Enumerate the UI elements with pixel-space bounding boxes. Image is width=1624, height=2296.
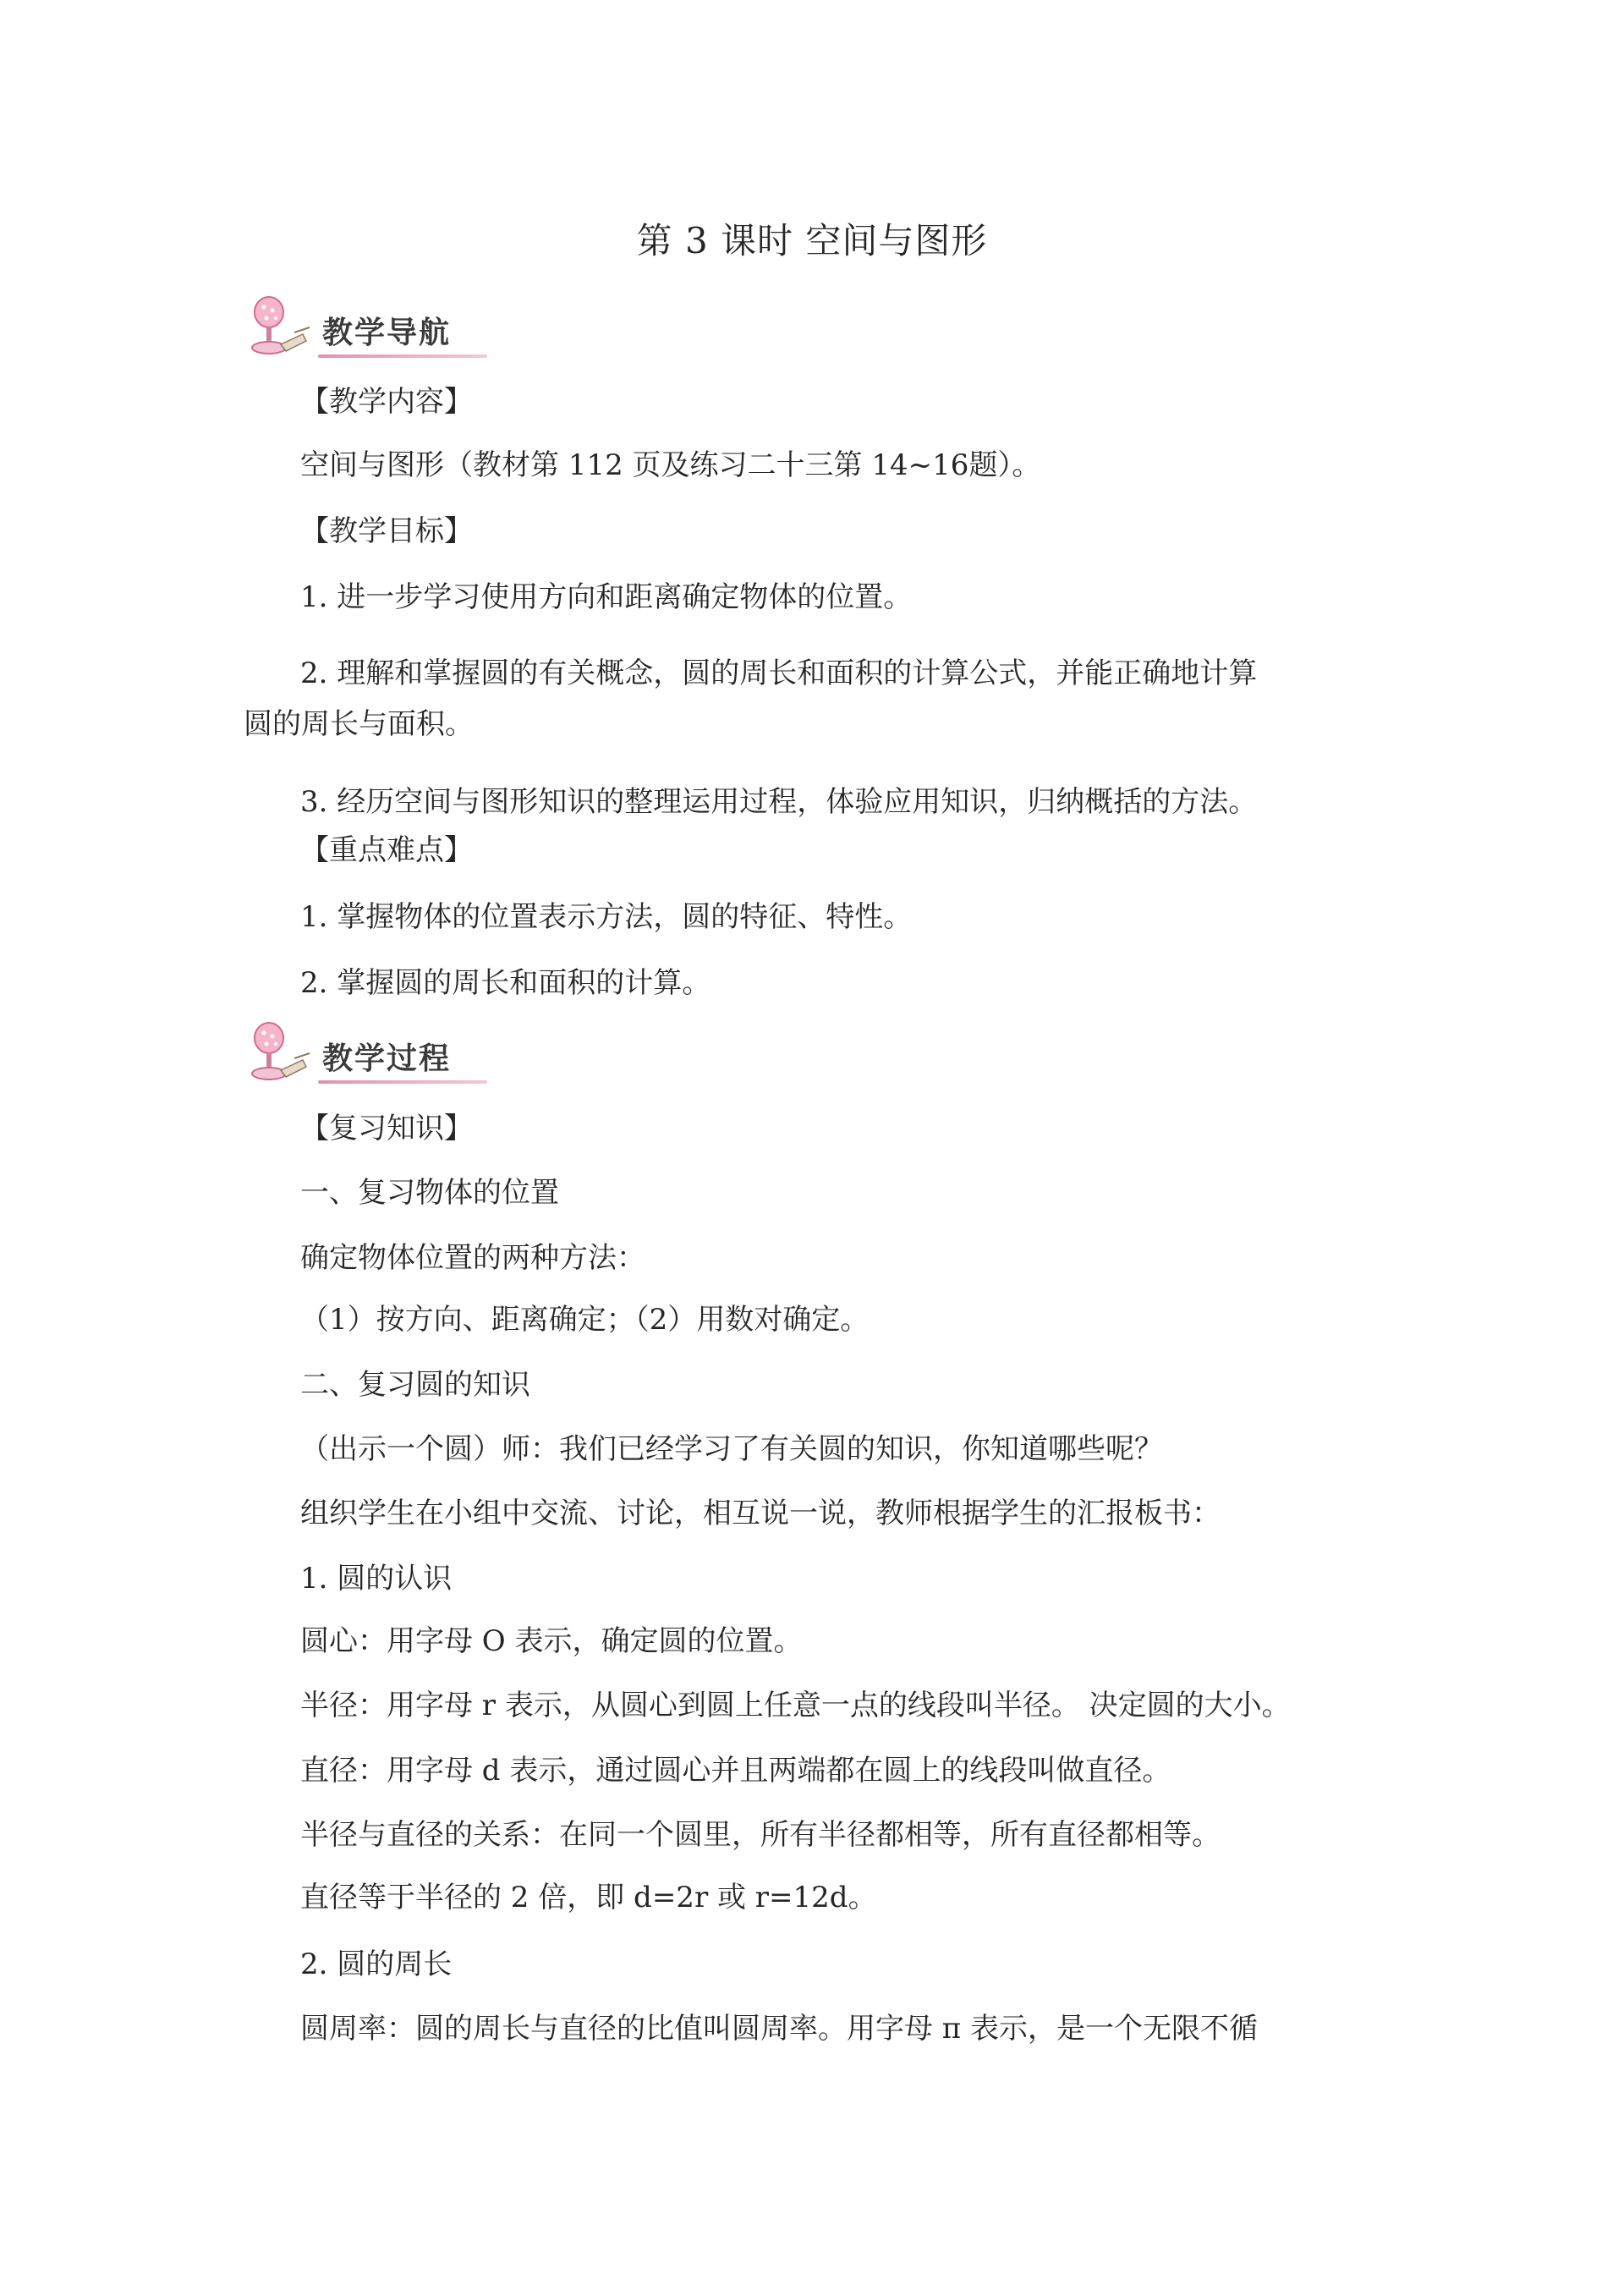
banner-underline bbox=[318, 1080, 487, 1084]
part2-title: 二、复习圆的知识 bbox=[300, 1368, 530, 1402]
section-banner-process bbox=[244, 1018, 497, 1094]
goal-item-continuation: 圆的周长与面积。 bbox=[244, 707, 474, 741]
subsection-title: 2. 圆的周长 bbox=[300, 1947, 453, 1981]
paragraph: （1）按方向、距离确定；（2）用数对确定。 bbox=[300, 1303, 870, 1337]
content-heading: 【教学内容】 bbox=[300, 385, 473, 419]
section-banner-label: 教学过程 bbox=[322, 1041, 452, 1076]
lamp-icon bbox=[244, 292, 320, 368]
content-text: 空间与图形（教材第 112 页及练习二十三第 14~16题）。 bbox=[300, 448, 1041, 482]
paragraph: 组织学生在小组中交流、讨论，相互说一说，教师根据学生的汇报板书： bbox=[300, 1497, 1221, 1530]
goal-item: 2. 理解和掌握圆的有关概念，圆的周长和面积的计算公式，并能正确地计算 bbox=[300, 656, 1258, 690]
goal-item: 3. 经历空间与图形知识的整理运用过程，体验应用知识，归纳概括的方法。 bbox=[300, 785, 1258, 819]
review-heading: 【复习知识】 bbox=[300, 1112, 473, 1145]
definition: 直径：用字母 d 表示，通过圆心并且两端都在圆上的线段叫做直径。 bbox=[300, 1754, 1171, 1788]
goal-item: 1. 进一步学习使用方向和距离确定物体的位置。 bbox=[300, 580, 913, 614]
definition: 半径：用字母 r 表示，从圆心到圆上任意一点的线段叫半径。 决定圆的大小。 bbox=[300, 1689, 1291, 1722]
subsection-title: 1. 圆的认识 bbox=[300, 1562, 453, 1596]
definition: 圆心：用字母 O 表示，确定圆的位置。 bbox=[300, 1624, 803, 1658]
key-item: 2. 掌握圆的周长和面积的计算。 bbox=[300, 966, 711, 1000]
goals-heading: 【教学目标】 bbox=[300, 514, 473, 548]
definition: 圆周率：圆的周长与直径的比值叫圆周率。用字母 π 表示，是一个无限不循 bbox=[300, 2012, 1258, 2046]
paragraph: （出示一个圆）师：我们已经学习了有关圆的知识，你知道哪些呢？ bbox=[300, 1432, 1163, 1466]
page-title: 第 3 课时 空间与图形 bbox=[636, 220, 988, 261]
key-heading: 【重点难点】 bbox=[300, 833, 473, 867]
lamp-icon bbox=[244, 1018, 320, 1094]
section-banner-label: 教学导航 bbox=[322, 316, 452, 350]
section-banner-nav bbox=[244, 292, 497, 368]
key-item: 1. 掌握物体的位置表示方法，圆的特征、特性。 bbox=[300, 900, 913, 934]
definition: 直径等于半径的 2 倍，即 d=2r 或 r=12d。 bbox=[300, 1881, 877, 1914]
definition: 半径与直径的关系：在同一个圆里，所有半径都相等，所有直径都相等。 bbox=[300, 1818, 1221, 1852]
paragraph: 确定物体位置的两种方法： bbox=[300, 1241, 645, 1275]
banner-underline bbox=[318, 354, 487, 358]
part1-title: 一、复习物体的位置 bbox=[300, 1176, 559, 1210]
